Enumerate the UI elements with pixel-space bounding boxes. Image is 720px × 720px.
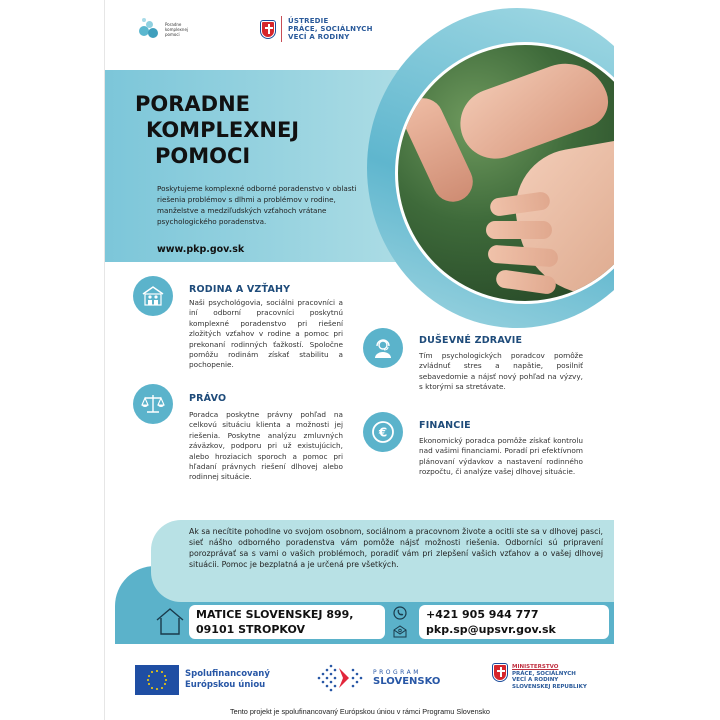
title-line-2: KOMPLEXNEJ (146, 118, 300, 142)
email-icon (392, 624, 408, 638)
ministry-line-2: PRÁCE, SOCIÁLNYCH (512, 670, 576, 677)
program-small: PROGRAM (373, 669, 421, 676)
phone-email-box (419, 605, 609, 639)
eu-line-1: Spolufinancovaný (185, 669, 270, 679)
program-slovensko-icon (315, 664, 367, 692)
title-line-3: POMOCI (155, 144, 251, 168)
ministry-line-4: SLOVENSKEJ REPUBLIKY (512, 683, 587, 690)
cta-text: Ak sa necítite pohodlne vo svojom osobnom, sociálnom a pracovnom živote a ocitli ste sa v dlhovej pasci, sieť nášho odborného poradenstva vám pomôže nájsť možnosti riešenia. Odborníci sú pripravení porozprávať sa s vami o vašich problémoch, poradiť vám pri zlepšení vašich vzťahov a o vašej dlhovej situácii. Pomoc je bezplatná a je určená pre všetkých. (189, 527, 603, 569)
eu-flag-icon (135, 665, 179, 695)
service-title-family: RODINA A VZŤAHY (189, 284, 291, 295)
program-text (373, 669, 440, 687)
ministry-line-1: MINISTERSTVO (512, 664, 559, 670)
ministry-crest-icon (493, 664, 507, 681)
logo-divider (281, 16, 282, 42)
headset-person-icon (363, 328, 403, 368)
upsvr-line-2: PRÁCE, SOCIÁLNYCH (288, 25, 373, 33)
house-icon (155, 606, 185, 636)
upsvr-logo (261, 16, 373, 42)
service-title-mental-health: DUŠEVNÉ ZDRAVIE (419, 335, 523, 346)
upsvr-line-3: VECÍ A RODINY (288, 33, 350, 41)
svg-text:€: € (378, 425, 388, 440)
service-title-finance: FINANCIE (419, 420, 471, 431)
service-text-law: Poradca poskytne právny pohľad na celkovú situáciu klienta a možnosti jej riešenia. Poskytne analýzu zmluvných záväzkov, podporu pri už existujúcich, alebo hroziacich sporoch a pomoc pri hľadaní právnych riešení dlhovej alebo rodinnej situácie. (189, 410, 343, 482)
ministry-text (512, 664, 587, 690)
title-line-1: PORADNE (135, 92, 251, 116)
ministry-logo (493, 664, 587, 690)
leaflet-page (104, 0, 614, 720)
family-house-icon (133, 276, 173, 316)
program-slovensko-logo (315, 664, 440, 692)
address-box (189, 605, 385, 639)
service-text-family: Naši psychológovia, sociálni pracovníci a iní odborní pracovníci poskytnú komplexné poradenstvo pri riešení zložitých vzťahov v rodine a pomoc pri prekonaní rodinných ťažkostí. Spoločne pomôžu rodinám získať stabilitu a pochopenie. (189, 298, 343, 370)
service-text-finance: Ekonomický poradca pomôže získať kontrolu nad vašimi financiami. Poradí pri efektívnom plánovaní výdavkov a nastavení rodinného rozpočtu, či analýze vašej dlhovej situácie. (419, 436, 583, 477)
address-line-1: MATICE SLOVENSKEJ 899, (196, 608, 354, 621)
eu-text (185, 669, 270, 691)
intro-text: Poskytujeme komplexné odborné poradenstvo v oblasti riešenia problémov s dlhmi a problémov v rodine, manželstve a medziľudských vzťahoch vrátane psychologického poradenstva. (157, 184, 357, 226)
website-link[interactable]: www.pkp.gov.sk (157, 244, 245, 255)
service-text-mental-health: Tím psychologických poradcov pomôže zvládnuť stres a napätie, posilniť sebavedomie a nájsť nový pohľad na výzvy, s ktorými sa stretávate. (419, 351, 583, 392)
euro-coin-icon (363, 412, 403, 452)
eu-line-2: Európskou úniou (185, 680, 266, 690)
pkp-logo-text: Poradne komplexnej pomoci (165, 21, 189, 37)
scales-icon (133, 384, 173, 424)
pkp-logo-icon (137, 18, 159, 40)
email-address[interactable]: pkp.sp@upsvr.gov.sk (426, 623, 556, 636)
address-line-2: 09101 STROPKOV (196, 623, 306, 636)
upsvr-line-1: ÚSTREDIE (288, 17, 329, 25)
pkp-logo (137, 18, 193, 40)
slovak-crest-icon (261, 21, 275, 38)
phone-icon (392, 606, 408, 620)
funding-note: Tento projekt je spolufinancovaný Európskou úniou v rámci Programu Slovensko (230, 707, 490, 716)
program-big: SLOVENSKO (373, 676, 441, 687)
phone-number[interactable]: +421 905 944 777 (426, 608, 539, 621)
upsvr-logo-text (288, 17, 373, 41)
eu-cofinanced-logo (135, 665, 270, 695)
page-title (135, 91, 299, 169)
service-title-law: PRÁVO (189, 393, 227, 404)
ministry-line-3: VECÍ A RODINY (512, 677, 559, 683)
